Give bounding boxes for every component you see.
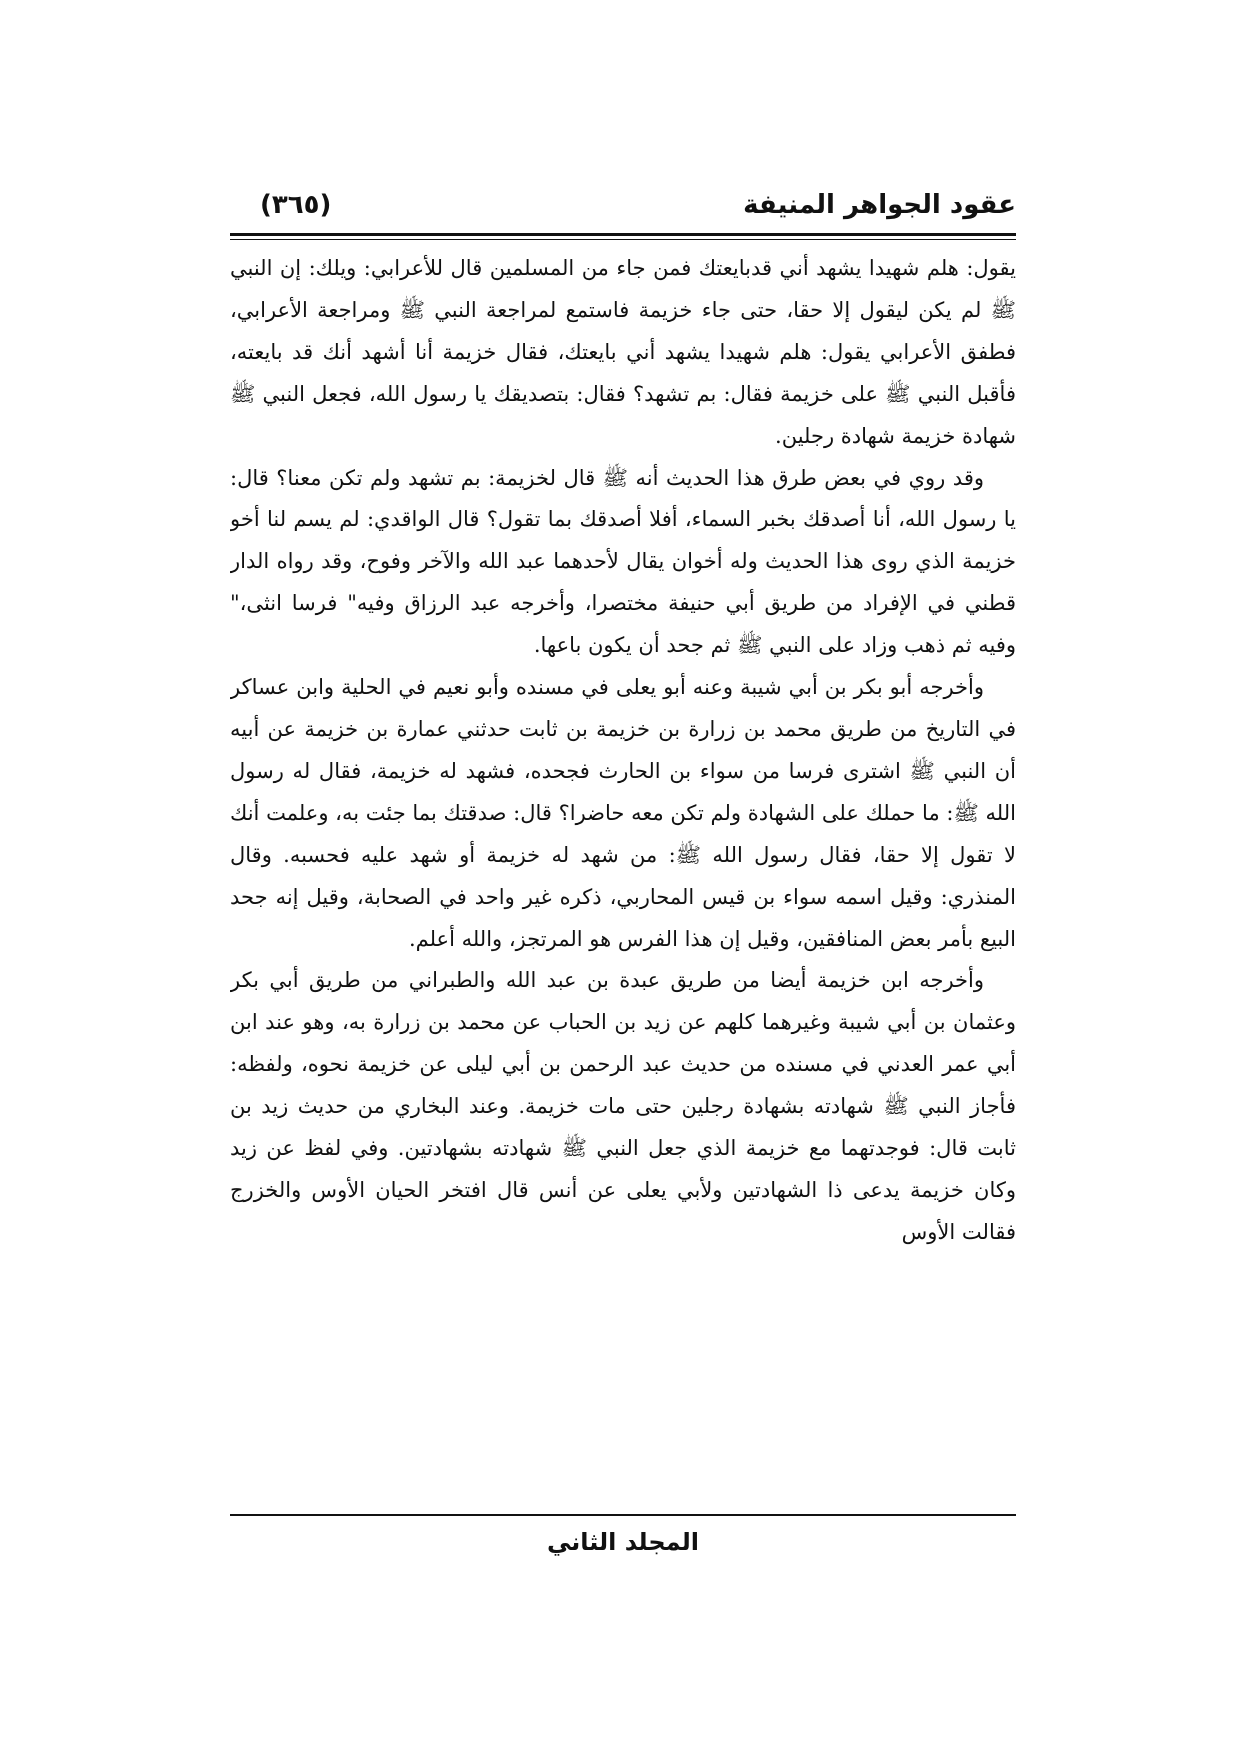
header-rule — [230, 233, 1016, 236]
paragraph: وأخرجه أبو بكر بن أبي شيبة وعنه أبو يعلى في مسنده وأبو نعيم في الحلية وابن عساكر في التاريخ من طريق محمد بن زرارة بن خزيمة بن ثابت حدثني عمارة بن خزيمة عن أبيه أن النبي ﷺ اشترى فرسا من سواء بن الحارث فجحده، فشهد له خزيمة، فقال له رسول الله ﷺ: ما حملك على الشهادة ولم تكن معه حاضرا؟ قال: صدقتك بما جئت به، وعلمت أنك لا تقول إلا حقا، فقال رسول الله ﷺ: من شهد له خزيمة أو شهد عليه فحسبه. وقال المنذري: وقيل اسمه سواء بن قيس المحاربي، ذكره غير واحد في الصحابة، وقيل إنه جحد البيع بأمر بعض المنافقين، وقيل إن هذا الفرس هو المرتجز، والله أعلم. — [230, 675, 1016, 951]
paragraph: يقول: هلم شهيدا يشهد أني قدبايعتك فمن جاء من المسلمين قال للأعرابي: ويلك: إن النبي ﷺ لم يكن ليقول إلا حقا، حتى جاء خزيمة فاستمع لمراجعة النبي ﷺ ومراجعة الأعرابي، فطفق الأعرابي يقول: هلم شهيدا يشهد أني بايعتك، فقال خزيمة أنا أشهد أنك قد بايعته، فأقبل النبي ﷺ على خزيمة فقال: بم تشهد؟ فقال: بتصديقك يا رسول الله، فجعل النبي ﷺ شهادة خزيمة شهادة رجلين. — [230, 256, 1016, 448]
paragraph: وقد روي في بعض طرق هذا الحديث أنه ﷺ قال لخزيمة: بم تشهد ولم تكن معنا؟ قال: يا رسول الله، أنا أصدقك بخبر السماء، أفلا أصدقك بما تقول؟ قال الواقدي: لم يسم لنا أخو خزيمة الذي روى هذا الحديث وله أخوان يقال لأحدهما عبد الله والآخر وفوح، وقد رواه الدار قطني في الإفراد من طريق أبي حنيفة مختصرا، وأخرجه عبد الرزاق وفيه" فرسا انثى،" وفيه ثم ذهب وزاد على النبي ﷺ ثم جحد أن يكون باعها. — [230, 465, 1016, 658]
header-rule-thin — [230, 239, 1016, 240]
page-number: (٣٦٥) — [260, 190, 332, 220]
running-title: عقود الجواهر المنيفة — [743, 190, 1016, 220]
page-header — [230, 186, 1016, 236]
paragraph: وأخرجه ابن خزيمة أيضا من طريق عبدة بن عبد الله والطبراني من طريق أبي بكر وعثمان بن أبي شيبة وغيرهما كلهم عن زيد بن الحباب عن محمد بن زرارة به، وهو عند ابن أبي عمر العدني في مسنده من حديث عبد الرحمن بن أبي ليلى عن خزيمة نحوه، ولفظه: فأجاز النبي ﷺ شهادته بشهادة رجلين حتى مات خزيمة. وعند البخاري من حديث زيد بن ثابت قال: فوجدتهما مع خزيمة الذي جعل النبي ﷺ شهادته بشهادتين. وفي لفظ عن زيد وكان خزيمة يدعى ذا الشهادتين ولأبي يعلى عن أنس قال افتخر الحيان الأوس والخزرج فقالت الأوس — [230, 968, 1016, 1244]
page-body — [230, 248, 1016, 1504]
volume-label: المجلد الثاني — [547, 1528, 699, 1556]
footer-rule — [230, 1514, 1016, 1516]
